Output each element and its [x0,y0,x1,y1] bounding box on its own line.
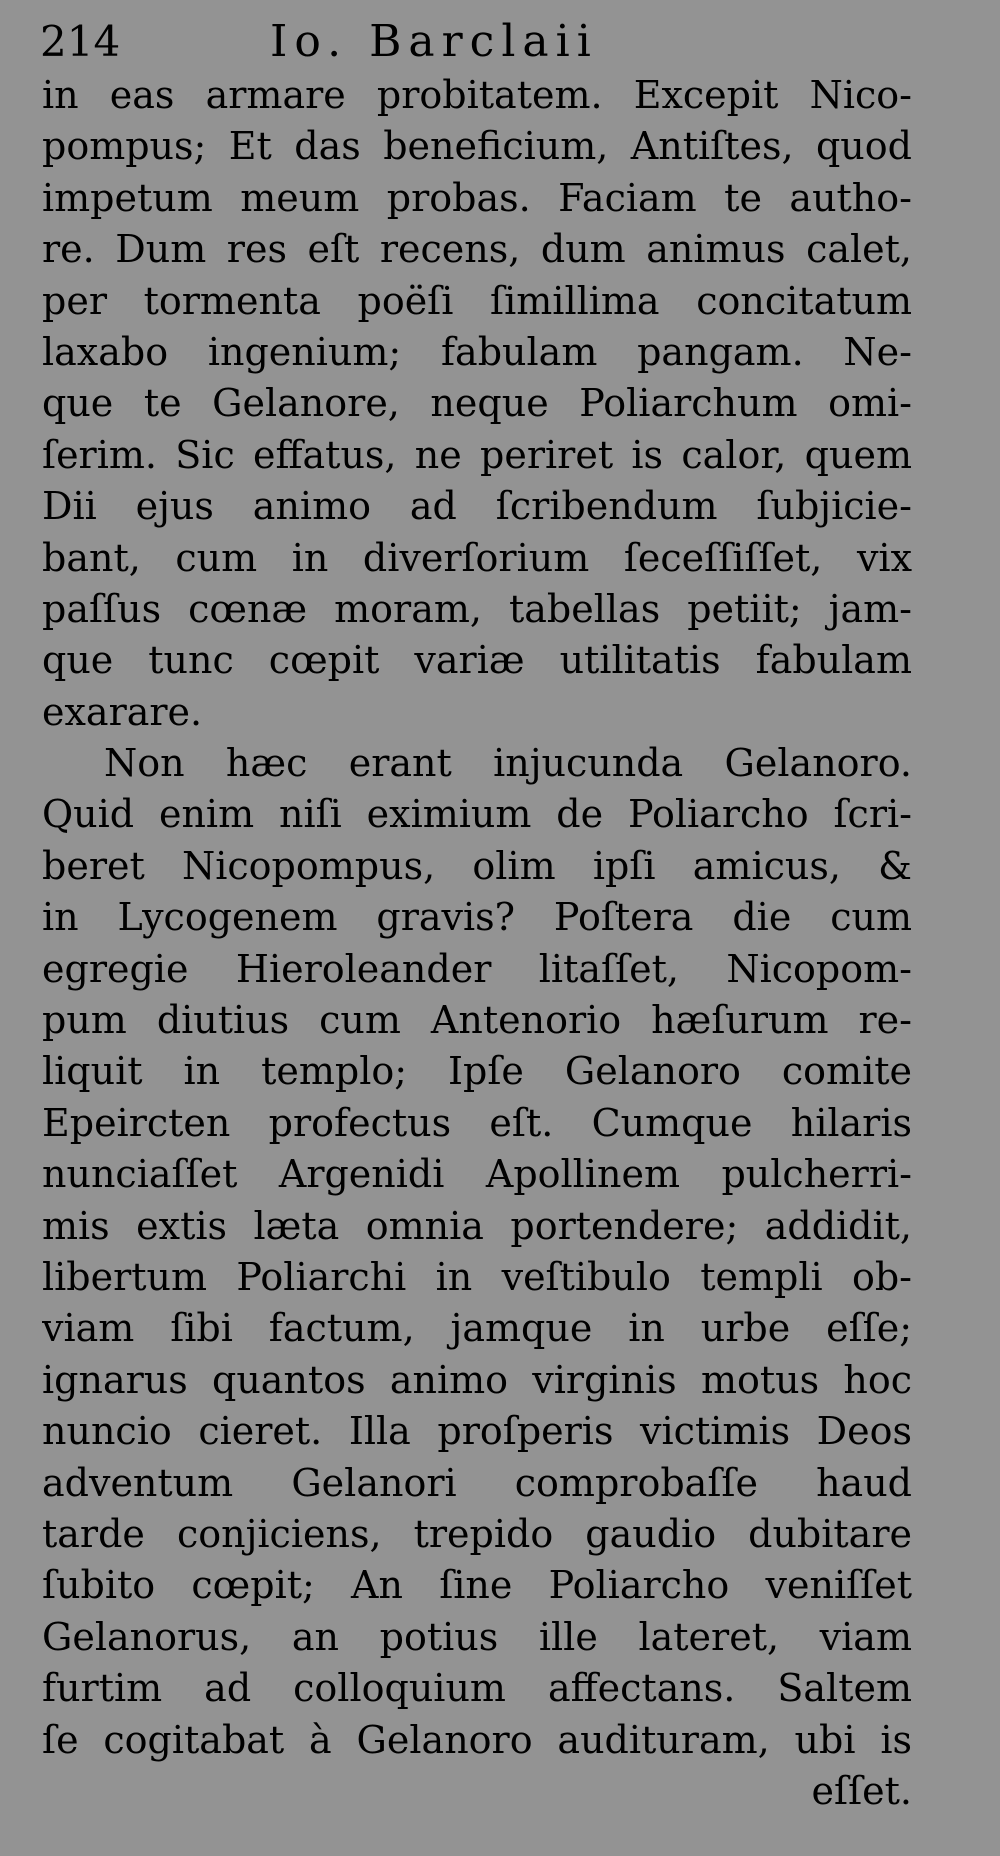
text-line: Dii ejus animo ad ſcribendum ſubjicie- [42,484,912,529]
text-line: nunciaſſet Argenidi Apollinem pulcherri- [42,1152,912,1197]
text-line: que tunc cœpit variæ utilitatis fabulam [42,638,912,683]
running-head: Io. Barclaii [270,16,598,67]
text-line: in Lycogenem gravis? Poſtera die cum [42,895,912,940]
text-line: Quid enim niſi eximium de Poliarcho ſcri- [42,792,912,837]
text-line: liquit in templo; Ipſe Gelanoro comite [42,1049,912,1094]
page-number: 214 [40,17,121,66]
text-line: eſſet. [811,1768,912,1813]
text-line: tarde conjiciens, trepido gaudio dubitare [42,1511,912,1556]
text-line: re. Dum res eſt recens, dum animus calet, [42,227,912,272]
text-line: adventum Gelanori comprobaſſe haud [42,1460,912,1505]
text-line: nuncio cieret. Illa proſperis victimis Deos [42,1409,912,1454]
text-line: pum diutius cum Antenorio hæſurum re- [42,998,912,1043]
text-line: mis extis læta omnia portendere; addidit, [42,1203,912,1248]
text-line: beret Nicopompus, olim ipſi amicus, & [42,843,912,888]
text-line: libertum Poliarchi in veſtibulo templi ob- [42,1254,912,1299]
text-line: per tormenta poëſi ſimillima concitatum [42,278,912,323]
text-line: viam ſibi factum, jamque in urbe eſſe; [42,1306,912,1351]
text-line: bant, cum in diverſorium ſeceſſiſſet, vix [42,535,912,580]
text-line: laxabo ingenium; fabulam pangam. Ne- [42,329,912,374]
text-line: in eas armare probitatem. Excepit Nico- [42,73,912,117]
text-line: Non hæc erant injucunda Gelanoro. [104,741,912,786]
text-line: ignarus quantos animo virginis motus hoc [42,1357,912,1402]
text-line: egregie Hieroleander litaſſet, Nicopom- [42,946,912,991]
page-header [40,10,980,74]
text-line: paſſus cœnæ moram, tabellas petiit; jam- [42,586,912,631]
text-line: ſerim. Sic effatus, ne periret is calor, quem [42,432,912,477]
text-line: Epeircten profectus eſt. Cumque hilaris [42,1100,912,1145]
text-line: ſe cogitabat à Gelanoro audituram, ubi is [42,1717,912,1762]
text-line: pompus; Et das beneficium, Antiſtes, quod [42,124,912,169]
text-line: impetum meum probas. Faciam te autho- [42,175,912,220]
body-text [42,70,912,1817]
text-line: ſubito cœpit; An ſine Poliarcho veniſſet [42,1563,912,1608]
text-line: exarare. [42,689,203,734]
text-line: furtim ad colloquium affectans. Saltem [42,1666,912,1711]
text-line: que te Gelanore, neque Poliarchum omi- [42,381,912,426]
text-line: Gelanorus, an potius ille lateret, viam [42,1614,912,1659]
